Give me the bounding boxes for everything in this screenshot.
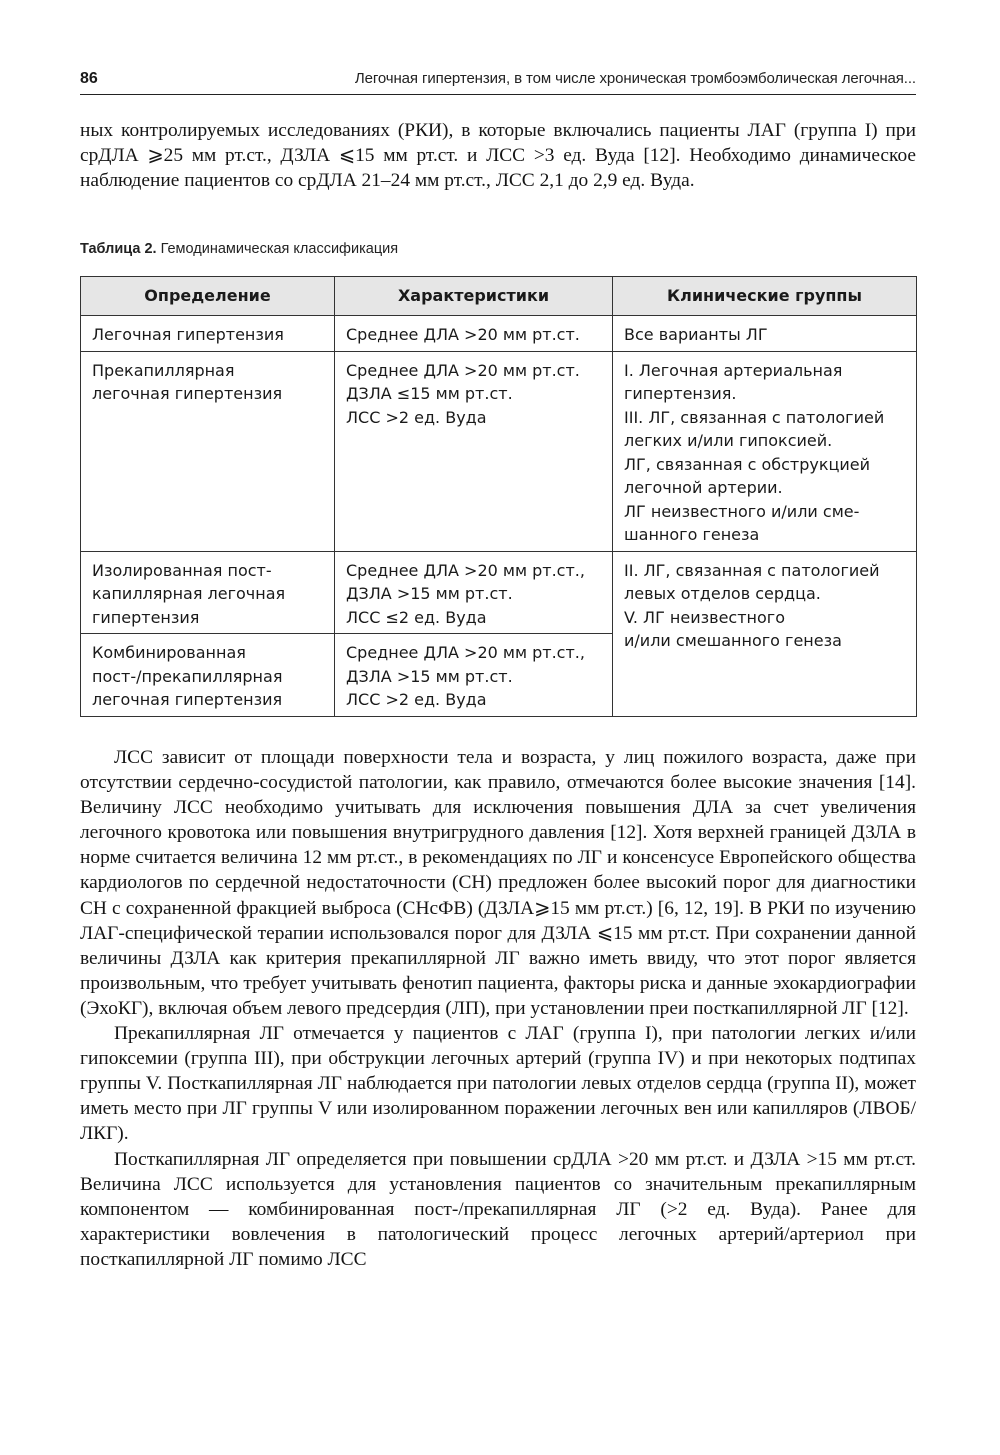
cell-line: Среднее ДЛА >20 мм рт.ст.	[346, 360, 580, 380]
characteristics-cell	[335, 351, 613, 551]
characteristics-cell	[335, 551, 613, 634]
intro-text	[80, 118, 916, 193]
cell-line: II. ЛГ, связанная с патологией	[624, 560, 880, 580]
clinical-groups-cell	[613, 551, 917, 716]
cell-line: легочной артерии.	[624, 478, 783, 497]
table-caption	[80, 241, 398, 257]
cell-line: легких и/или гипоксией.	[624, 431, 833, 450]
characteristics-cell	[335, 634, 613, 717]
cell-line: ДЗЛА >15 мм рт.ст.	[346, 584, 513, 603]
cell-line: Комбинированная	[92, 643, 246, 662]
table-row	[81, 316, 917, 352]
cell-line: ЛСС ≤2 ед. Вуда	[346, 607, 487, 627]
cell-line: гипертензия	[92, 607, 200, 627]
characteristics-cell	[335, 316, 613, 352]
table-caption-text: Гемодинамическая классификация	[160, 241, 399, 257]
column-header: Клинические группы	[613, 277, 917, 316]
cell-line: Легочная гипертензия	[92, 325, 284, 344]
cell-line: Среднее ДЛА >20 мм рт.ст.,	[346, 560, 585, 580]
cell-line: и/или смешанного генеза	[624, 631, 842, 650]
page-number: 86	[80, 70, 98, 87]
cell-line: V. ЛГ неизвестного	[624, 607, 785, 627]
cell-line: легочная гипертензия	[92, 384, 283, 403]
body-paragraph: Посткапиллярная ЛГ определяется при повышении срДЛА >20 мм рт.ст. и ДЗЛА >15 мм рт.ст. Величина ЛСС используется для установления пациентов со значительным прекапиллярным компонентом — комбинированная пост-/прекапиллярная ЛГ (>2 ед. Вуда). Ранее для характеристики вовлечения в патологический процесс легочных артерий/артериол при посткапиллярной ЛГ помимо ЛСС	[80, 1148, 916, 1270]
cell-line: легочная гипертензия	[92, 690, 283, 709]
definition-cell	[81, 351, 335, 551]
running-header	[80, 64, 916, 95]
cell-line: ДЗЛА >15 мм рт.ст.	[346, 666, 513, 686]
cell-line: капиллярная легочная	[92, 584, 286, 603]
body-paragraph: ЛСС зависит от площади поверхности тела и возраста, у лиц пожилого возраста, даже при отсутствии сердечно-сосудистой патологии, как правило, отмечаются более высокие значения [14]. Величину ЛСС необходимо учитывать для исключения повышения ДЛА за счет увеличения легочного кровотока или повышения внутригрудного давления [12]. Хотя верхней границей ДЗЛА в норме считается величина 12 мм рт.ст., в рекомендациях по ЛГ и консенсусе Европейского общества кардиологов по сердечной недостаточности (СН) предложен более высокий порог для диагностики СН с сохраненной фракцией выброса (СНсФВ) (ДЗЛА⩾15 мм рт.ст.) [6, 12, 19]. В РКИ по изучению ЛАГ-специфической терапии использовался порог для ДЗЛА ⩽15 мм рт.ст. При сохранении данной величины ДЗЛА как критерия прекапиллярной ЛГ важно иметь ввиду, что этот порог является произвольным, что требует учитывать фенотип пациента, факторы риска и данные эхокардиографии (ЭхоКГ), включая объем левого предсердия (ЛП), при установлении преи посткапиллярной ЛГ [12].	[80, 747, 916, 1019]
column-header: Характеристики	[335, 277, 613, 316]
cell-line: шанного генеза	[624, 525, 760, 544]
cell-line: ЛГ неизвестного и/или сме-	[624, 501, 860, 521]
cell-line: пост-/прекапиллярная	[92, 666, 283, 686]
cell-line: ЛСС >2 ед. Вуда	[346, 690, 487, 709]
body-paragraph: Прекапиллярная ЛГ отмечается у пациентов с ЛАГ (группа I), при патологии легких и/или гипоксемии (группа III), при обструкции легочных артерий (группа IV) и при некоторых подтипах группы V. Посткапиллярная ЛГ наблюдается при патологии левых отделов сердца (группа II), может иметь место при ЛГ группы V или изолированном поражении легочных вен или капилляров (ЛВОБ/ЛКГ).	[80, 1023, 916, 1145]
cell-line: Все варианты ЛГ	[624, 325, 768, 344]
cell-line: III. ЛГ, связанная с патологией	[624, 407, 885, 427]
definition-cell	[81, 316, 335, 352]
table-row	[81, 551, 917, 634]
cell-line: Среднее ДЛА >20 мм рт.ст.,	[346, 643, 585, 662]
cell-line: Прекапиллярная	[92, 360, 235, 380]
clinical-groups-cell	[613, 316, 917, 352]
cell-line: ЛГ, связанная с обструкцией	[624, 454, 871, 474]
cell-line: I. Легочная артериальная	[624, 360, 843, 380]
cell-line: гипертензия.	[624, 384, 737, 403]
hemodynamic-classification-table	[80, 276, 917, 717]
clinical-groups-cell	[613, 351, 917, 551]
cell-line: Изолированная пост-	[92, 560, 272, 580]
table-row	[81, 351, 917, 551]
column-header: Определение	[81, 277, 335, 316]
table-header-row	[81, 277, 917, 316]
cell-line: Среднее ДЛА >20 мм рт.ст.	[346, 325, 580, 344]
cell-line: ДЗЛА ≤15 мм рт.ст.	[346, 384, 513, 403]
definition-cell	[81, 551, 335, 634]
cell-line: ЛСС >2 ед. Вуда	[346, 407, 487, 427]
intro-paragraph: ных контролируемых исследованиях (РКИ), в которые включались пациенты ЛАГ (группа I) при срДЛА ⩾25 мм рт.ст., ДЗЛА ⩽15 мм рт.ст. и ЛСС >3 ед. Вуда [12]. Необходимо динамическое наблюдение пациентов со срДЛА 21–24 мм рт.ст., ЛСС 2,1 до 2,9 ед. Вуда.	[80, 120, 916, 192]
definition-cell	[81, 634, 335, 717]
running-title: Легочная гипертензия, в том числе хроническая тромбоэмболическая легочная...	[354, 70, 916, 87]
cell-line: левых отделов сердца.	[624, 584, 821, 603]
main-text	[80, 745, 916, 1272]
table-caption-label: Таблица 2.	[80, 241, 157, 257]
